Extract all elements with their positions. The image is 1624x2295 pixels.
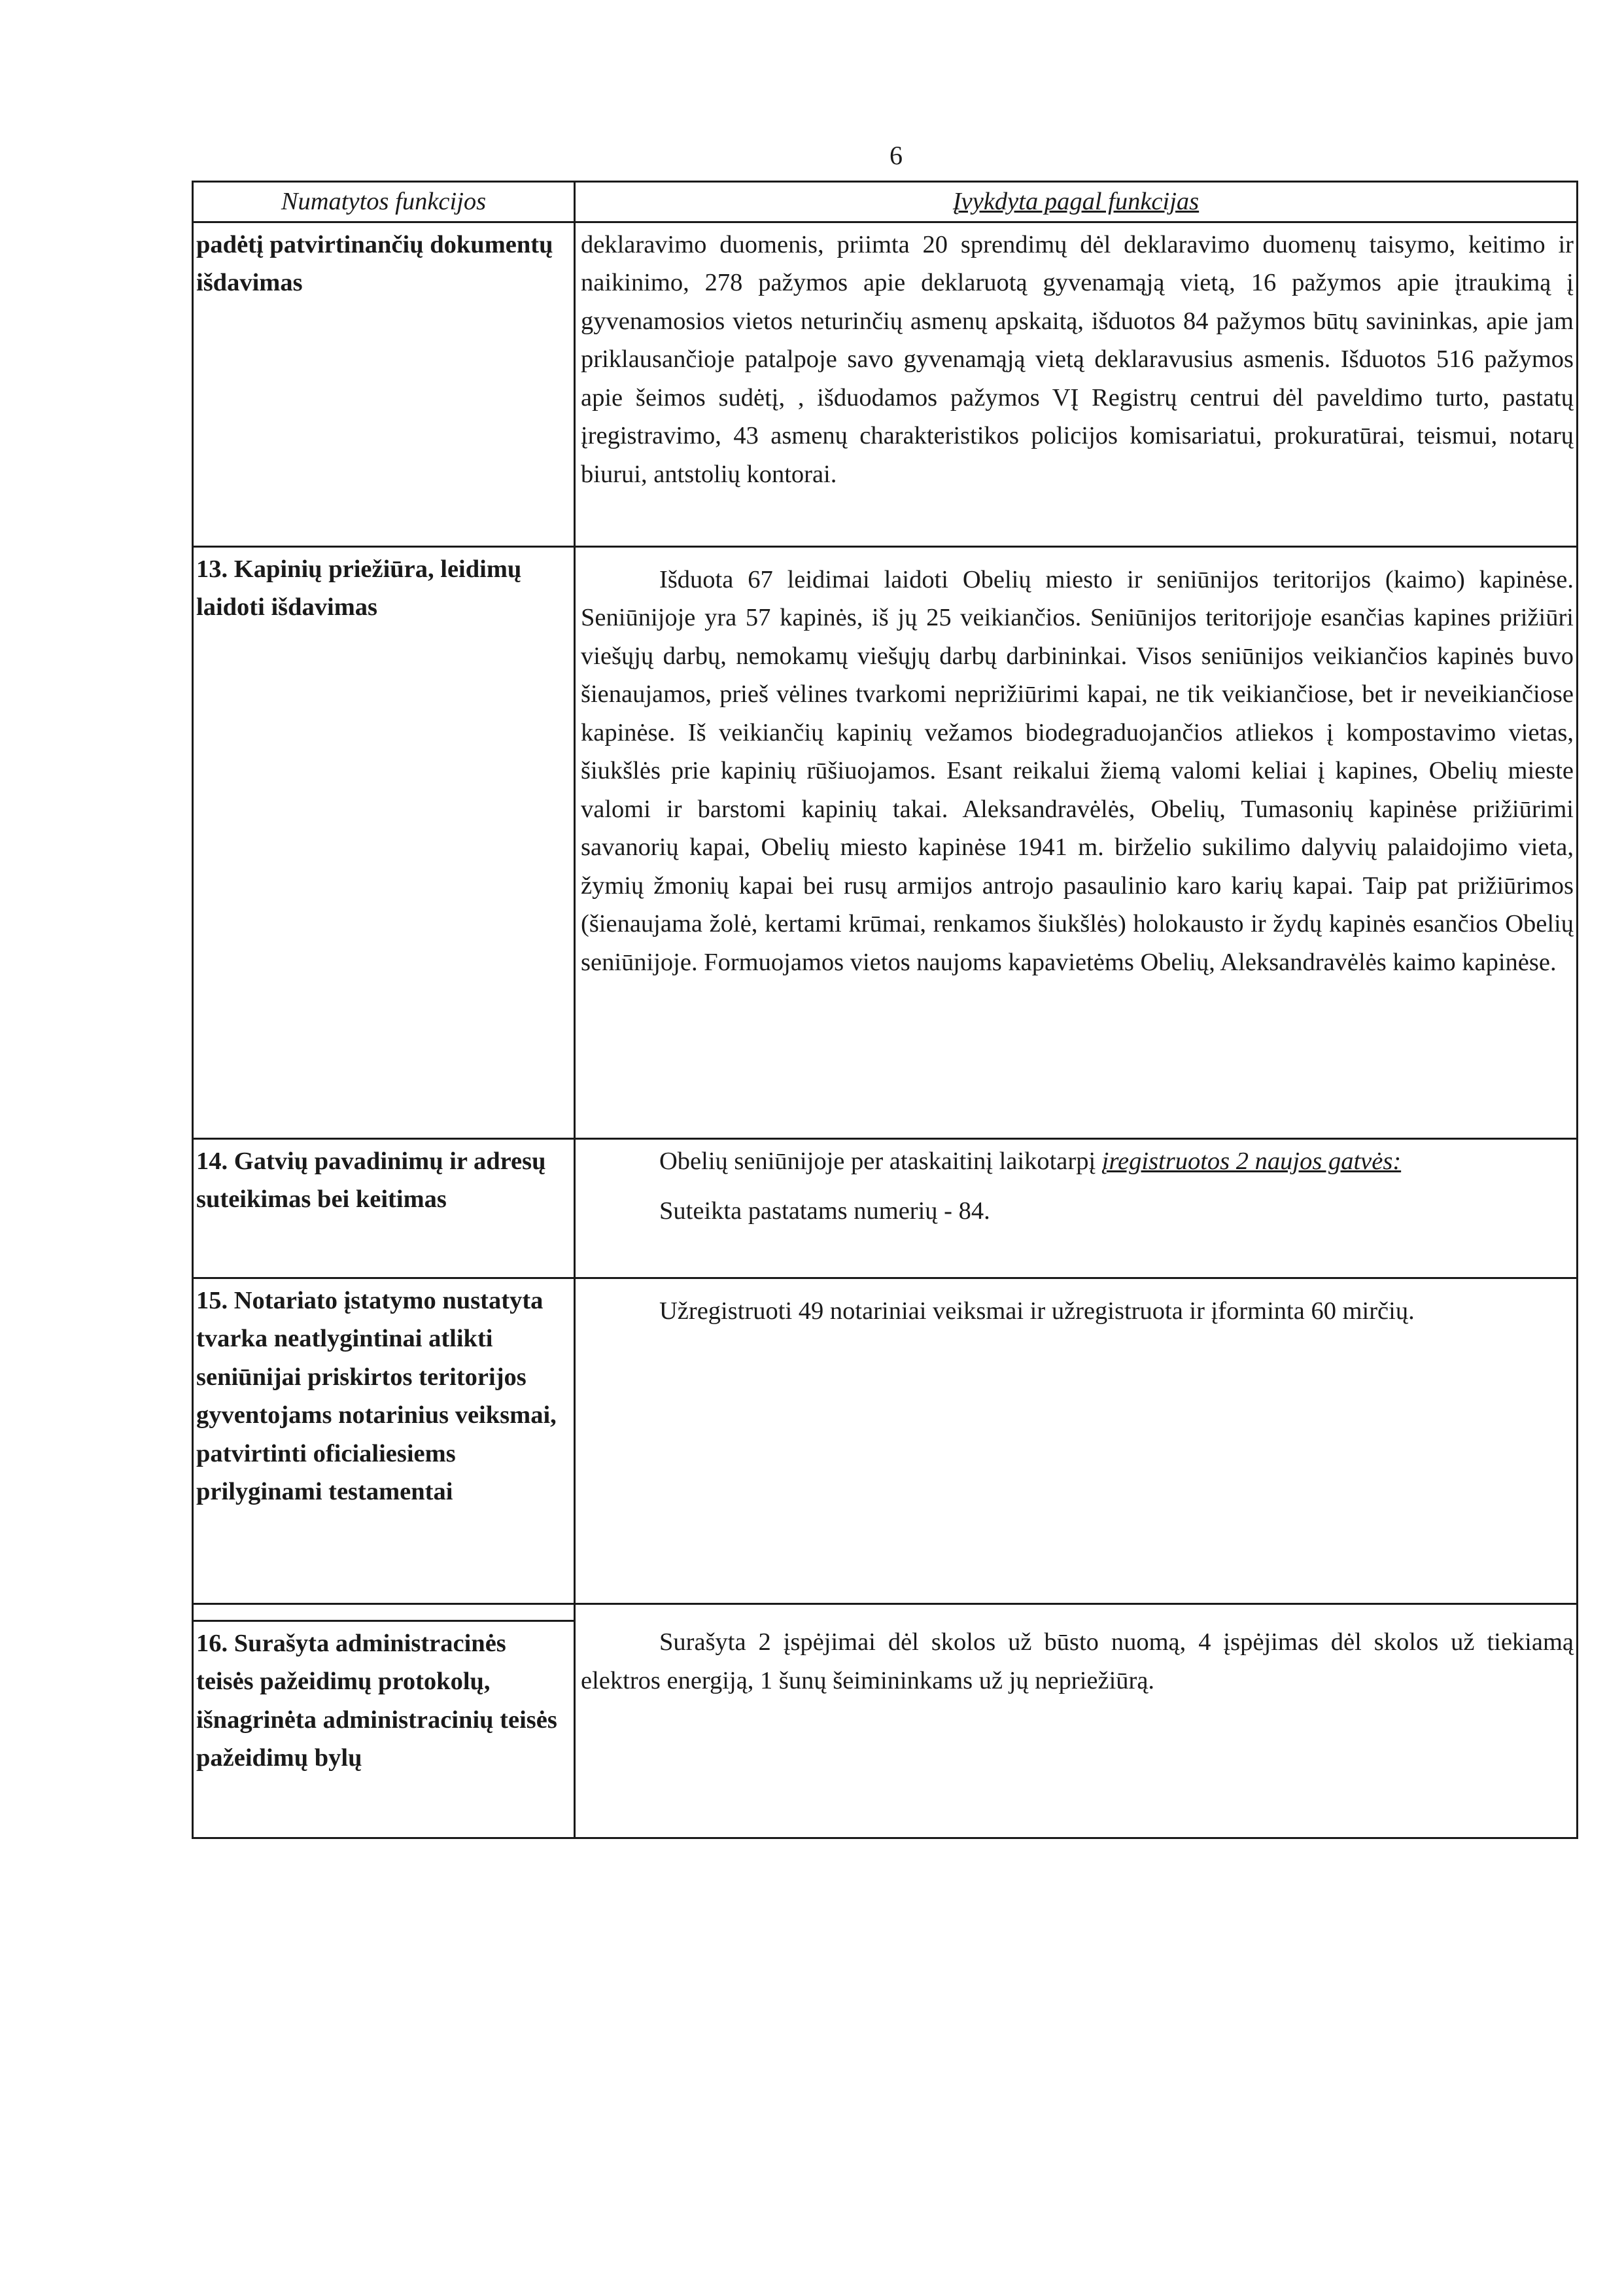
performed-text-underlined: įregistruotos 2 naujos gatvės: [1101, 1147, 1402, 1175]
table-row [193, 1138, 1578, 1278]
performed-cell: deklaravimo duomenis, priimta 20 sprendimų dėl deklaravimo duomenų taisymo, keitimo ir naikinimo, 278 pažymos apie deklaruotą gyvenamąją vietą, 16 pažymos apie įtraukimą į gyvenamosios vietos neturinčių asmenų apskaitą, išduotos 84 pažymos būtų savininkas, apie jam priklausančioje patalpoje savo gyvenamąją vietą deklaravusius asmenis. Išduotos 516 pažymos apie šeimos sudėtį, , išduodamos pažymos VĮ Registrų centrui dėl paveldimo turto, pastatų įregistravimo, 43 asmenų charakteristikos policijos komisariatui, prokuratūrai, teismui, notarų biurui, antstolių kontorai. [575, 222, 1578, 546]
performed-text-2: Suteikta pastatams numerių - 84. [659, 1197, 990, 1225]
function-cell: 15. Notariato įstatymo nustatyta tvarka neatlygintinai atlikti seniūnijai priskirtos teritorijos gyventojams notarinius veiksmai, patvirtinti oficialiesiems prilyginami testamentai [193, 1278, 575, 1603]
function-cell: 13. Kapinių priežiūra, leidimų laidoti išdavimas [193, 546, 575, 1138]
function-cell: 16. Surašyta administracinės teisės pažeidimų protokolų, išnagrinėta administracinių teisės pažeidimų bylų [193, 1621, 575, 1838]
spacer-cell [193, 1603, 575, 1621]
table-row [193, 1278, 1578, 1603]
table-row [193, 546, 1578, 1138]
performed-text: Užregistruoti 49 notariniai veiksmai ir užregistruota ir įforminta 60 mirčių. [659, 1297, 1415, 1325]
table-row [193, 222, 1578, 546]
performed-cell [575, 1138, 1578, 1278]
performed-cell [575, 1278, 1578, 1603]
page-number: 6 [890, 141, 903, 170]
performed-cell [575, 1621, 1578, 1838]
performed-text-plain: Obelių seniūnijoje per ataskaitinį laikotarpį [659, 1147, 1102, 1175]
table-spacer-row [193, 1603, 1578, 1621]
table-row [193, 1621, 1578, 1838]
functions-table [192, 181, 1578, 1839]
header-functions: Numatytos funkcijos [193, 182, 575, 222]
function-cell: 14. Gatvių pavadinimų ir adresų suteikimas bei keitimas [193, 1138, 575, 1278]
performed-text [581, 1142, 1574, 1181]
performed-text: Surašyta 2 įspėjimai dėl skolos už būsto nuomą, 4 įspėjimas dėl skolos už tiekiamą elektros energiją, 1 šunų šeimininkams už jų nepriežiūrą. [581, 1628, 1574, 1694]
performed-text: Išduota 67 leidimai laidoti Obelių miesto ir seniūnijos teritorijos (kaimo) kapinėse. Seniūnijoje yra 57 kapinės, iš jų 25 veikiančios. Seniūnijos teritorijoje esančias kapines prižiūri viešųjų darbų, nemokamų viešųjų darbų darbininkai. Visos seniūnijos veikiančios kapinės buvo šienaujamos, prieš vėlines tvarkomi neprižiūrimi kapai, ne tik veikiančiose, bet ir neveikiančiose kapinėse. Iš veikiančių kapinių vežamos biodegraduojančios atliekos į kompostavimo vietas, šiukšlės prie kapinių rūšiuojamos. Esant reikalui žiemą valomi keliai į kapines, Obelių mieste valomi ir barstomi kapinių takai. Aleksandravėlės, Obelių, Tumasonių kapinėse prižiūrimi savanorių kapai, Obelių miesto kapinėse 1941 m. birželio sukilimo dalyvių palaidojimo vieta, žymių žmonių kapai bei rusų armijos antrojo pasaulinio karo karių kapai. Taip pat prižiūrimos (šienaujama žolė, kertami krūmai, renkamos šiukšlės) holokausto ir žydų kapinės esančios Obelių seniūnijoje. Formuojamos vietos naujoms kapavietėms Obelių, Aleksandravėlės kaimo kapinėse. [581, 565, 1574, 976]
header-performed: Įvykdyta pagal funkcijas [575, 182, 1578, 222]
spacer-cell [575, 1603, 1578, 1621]
performed-cell [575, 546, 1578, 1138]
table-header-row [193, 182, 1578, 222]
function-cell: padėtį patvirtinančių dokumentų išdavimas [193, 222, 575, 546]
